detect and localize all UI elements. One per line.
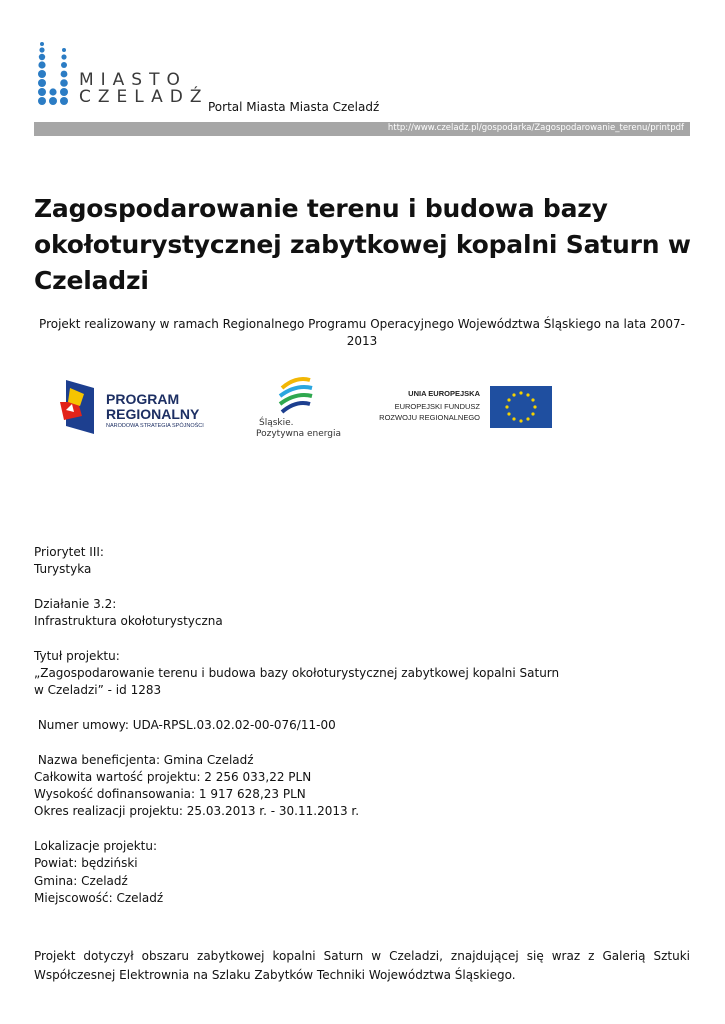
tytul-line1: „Zagospodarowanie terenu i budowa bazy okołoturystycznej zabytkowej kopalni Saturn xyxy=(34,666,560,681)
program-regionalny-logo xyxy=(60,378,230,436)
slaskie-waves-icon xyxy=(276,374,316,414)
slaskie-line1: Śląskie. xyxy=(259,418,294,428)
slaskie-line2: Pozytywna energia xyxy=(256,429,342,439)
miejscowosc: Miejscowość: Czeladź xyxy=(34,890,164,905)
slaskie-logo xyxy=(256,374,340,444)
final-paragraph: Projekt dotyczył obszaru zabytkowej kopalni Saturn w Czeladzi, znajdującej się wraz z Galerią Sztuki Współczesnej Elektrownia na Szlaku Zabytków Techniki Województwa Śląskiego. xyxy=(34,949,690,982)
url-bar xyxy=(34,122,690,136)
priorytet-value: Turystyka xyxy=(34,562,92,577)
page-url[interactable]: http://www.czeladz.pl/gospodarka/Zagospodarowanie_terenu/printpdf xyxy=(387,123,684,133)
wysokosc-dofinansowania: Wysokość dofinansowania: 1 917 628,23 PLN xyxy=(34,787,306,802)
logo-word-czeladz: CZELADŹ xyxy=(79,87,209,107)
unia-europejska-logo xyxy=(372,386,552,430)
eu-line3: ROZWOJU REGIONALNEGO xyxy=(379,413,480,422)
miasto-czeladz-logo-icon xyxy=(34,40,74,110)
wartosc-projektu: Całkowita wartość projektu: 2 256 033,22 PLN xyxy=(34,769,312,784)
page-title: Zagospodarowanie terenu i budowa bazy okołoturystycznej zabytkowej kopalni Saturn w Czeladzi xyxy=(34,194,691,295)
powiat: Powiat: będziński xyxy=(34,856,138,871)
intro-text: Projekt realizowany w ramach Regionalnego Programu Operacyjnego Województwa Śląskiego na lata 2007-2013 xyxy=(39,317,685,348)
program-line2: REGIONALNY xyxy=(106,406,200,422)
eu-line2: EUROPEJSKI FUNDUSZ xyxy=(394,402,480,411)
project-details xyxy=(34,544,690,907)
tytul-label: Tytuł projektu: xyxy=(34,648,120,663)
gmina: Gmina: Czeladź xyxy=(34,873,128,888)
program-line3: NARODOWA STRATEGIA SPÓJNOŚCI xyxy=(106,423,204,429)
beneficjent: Nazwa beneficjenta: Gmina Czeladź xyxy=(34,752,254,767)
tytul-line2: w Czeladzi” - id 1283 xyxy=(34,683,162,698)
logo-word-miasto: MIASTO xyxy=(79,70,187,90)
lokalizacje-label: Lokalizacje projektu: xyxy=(34,839,158,854)
dzialanie-value: Infrastruktura okołoturystyczna xyxy=(34,614,223,629)
numer-umowy: Numer umowy: UDA-RPSL.03.02.02-00-076/11-00 xyxy=(34,717,336,732)
program-line1: PROGRAM xyxy=(106,391,180,407)
okres-realizacji: Okres realizacji projektu: 25.03.2013 r. - 30.11.2013 r. xyxy=(34,804,360,819)
program-regionalny-emblem-icon xyxy=(60,380,96,434)
priorytet-label: Priorytet III: xyxy=(34,545,104,559)
eu-line1: UNIA EUROPEJSKA xyxy=(408,389,480,398)
eu-flag-icon xyxy=(490,386,552,428)
dzialanie-label: Działanie 3.2: xyxy=(34,596,117,611)
portal-title: Portal Miasta Miasta Czeladź xyxy=(208,100,380,114)
